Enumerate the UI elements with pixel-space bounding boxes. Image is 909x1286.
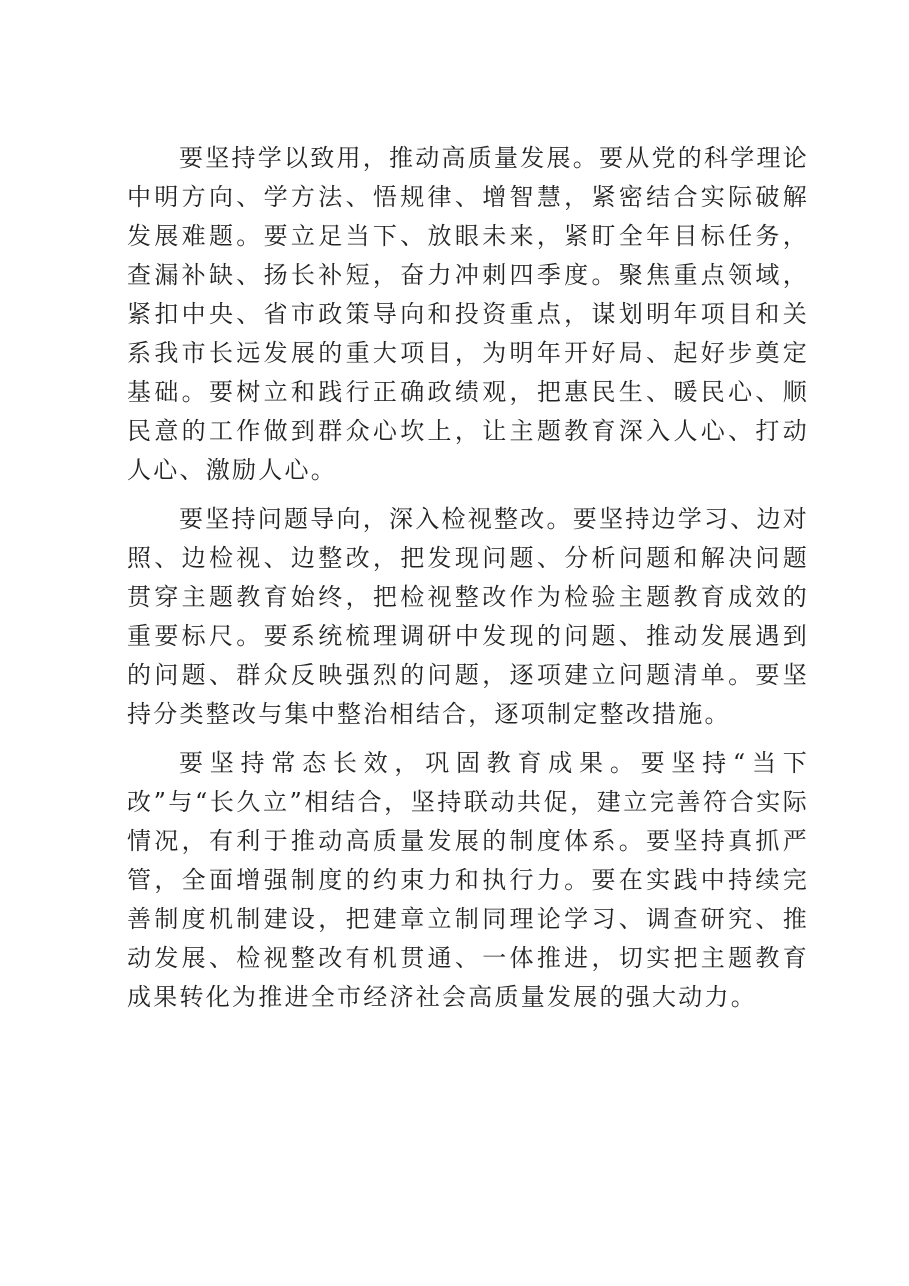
document-body <box>127 139 809 1023</box>
paragraph-1: 要坚持学以致用，推动高质量发展。要从党的科学理论中明方向、学方法、悟规律、增智慧，紧密结合实际破解发展难题。要立足当下、放眼未来，紧盯全年目标任务，查漏补缺、扬长补短，奋力冲刺四季度。聚焦重点领域，紧扣中央、省市政策导向和投资重点，谋划明年项目和关系我市长远发展的重大项目，为明年开好局、起好步奠定基础。要树立和践行正确政绩观，把惠民生、暖民心、顺民意的工作做到群众心坎上，让主题教育深入人心、打动人心、激励人心。 <box>127 144 809 484</box>
paragraph-2: 要坚持问题导向，深入检视整改。要坚持边学习、边对照、边检视、边整改，把发现问题、分析问题和解决问题贯穿主题教育始终，把检视整改作为检验主题教育成效的重要标尺。要系统梳理调研中发现的问题、推动发展遇到的问题、群众反映强烈的问题，逐项建立问题清单。要坚持分类整改与集中整治相结合，逐项制定整改措施。 <box>127 505 809 728</box>
paragraph-3: 要坚持常态长效，巩固教育成果。要坚持“当下改”与“长久立”相结合，坚持联动共促，建立完善符合实际情况，有利于推动高质量发展的制度体系。要坚持真抓严管，全面增强制度的约束力和执行力。要在实践中持续完善制度机制建设，把建章立制同理论学习、调查研究、推动发展、检视整改有机贯通、一体推进，切实把主题教育成果转化为推进全市经济社会高质量发展的强大动力。 <box>127 749 809 1011</box>
